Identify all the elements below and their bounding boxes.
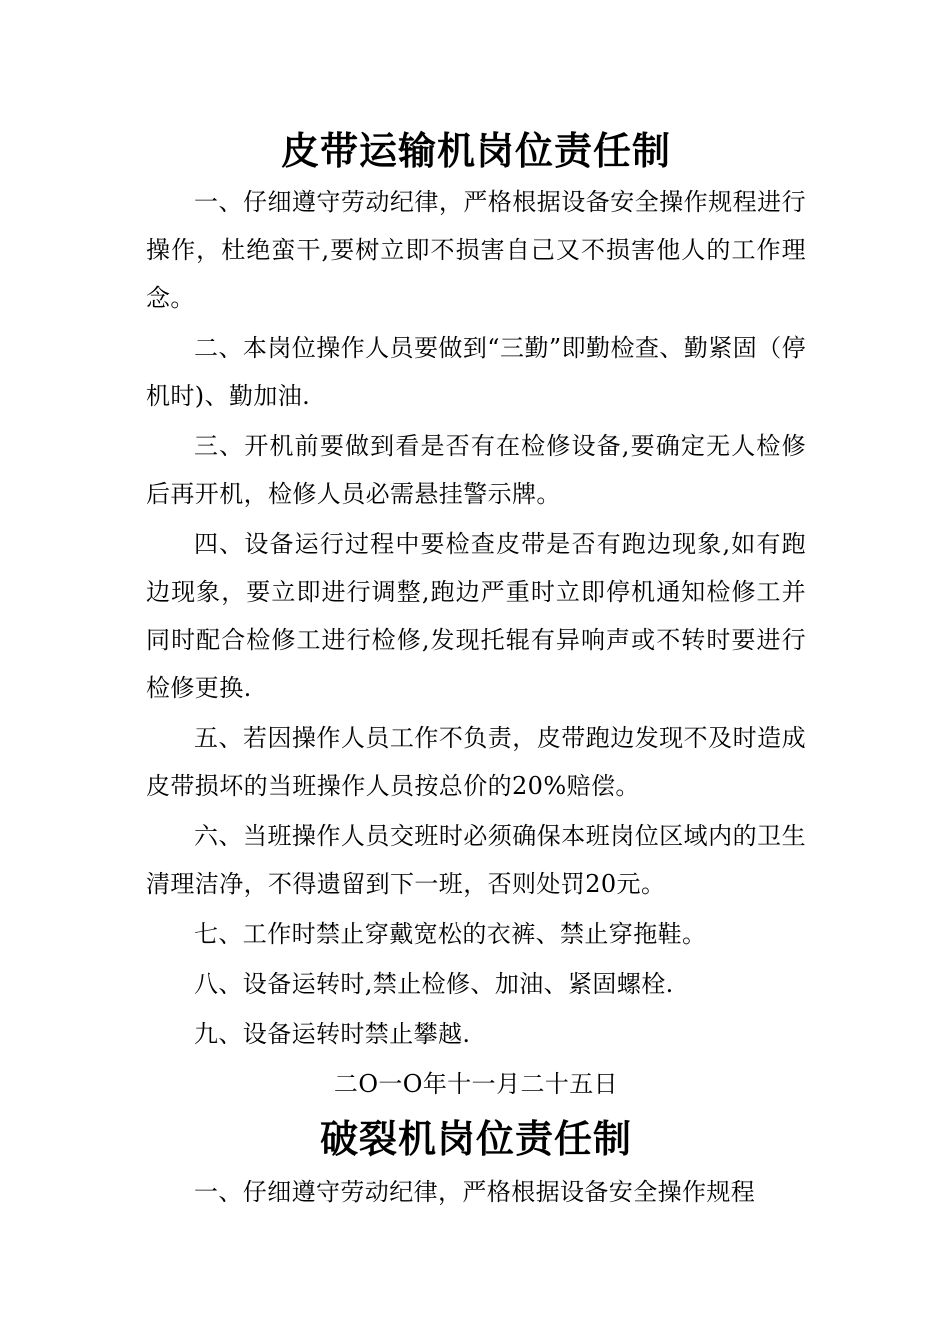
- paragraph-8: 八、设备运转时,禁止检修、加油、紧固螺栓.: [194, 970, 674, 998]
- paragraph-5: 五、若因操作人员工作不负责，皮带跑边发现不及时造成皮带损坏的当班操作人员按总价的20%赔偿。: [146, 724, 806, 800]
- section-title: 破裂机岗位责任制: [319, 1117, 632, 1161]
- paragraph-4: 四、设备运行过程中要检查皮带是否有跑边现象,如有跑边现象，要立即进行调整,跑边严重时立即停机通知检修工并同时配合检修工进行检修,发现托辊有异响声或不转时要进行检修更换.: [146, 530, 806, 702]
- section-title: 皮带运输机岗位责任制: [280, 129, 671, 173]
- section-belt-conveyor: [146, 124, 806, 1108]
- paragraph-1: 一、仔细遵守劳动纪律，严格根据设备安全操作规程进行操作，杜绝蛮干,要树立即不损害自己又不损害他人的工作理念。: [146, 188, 806, 312]
- paragraph-6: 六、当班操作人员交班时必须确保本班岗位区域内的卫生清理洁净，不得遗留到下一班，否则处罚20元。: [146, 822, 806, 898]
- paragraph-9: 九、设备运转时禁止攀越.: [194, 1020, 471, 1048]
- paragraph-3: 三、开机前要做到看是否有在检修设备,要确定无人检修后再开机，检修人员必需悬挂警示牌。: [146, 432, 806, 508]
- paragraph-7: 七、工作时禁止穿戴宽松的衣裤、禁止穿拖鞋。: [194, 920, 707, 948]
- section-crusher: [146, 1112, 806, 1216]
- document-page: [146, 124, 806, 1218]
- paragraph-1: 一、仔细遵守劳动纪律，严格根据设备安全操作规程: [194, 1178, 756, 1206]
- document-date: 二O一O年十一月二十五日: [333, 1070, 619, 1098]
- paragraph-2: 二、本岗位操作人员要做到“三勤”即勤检查、勤紧固（停机时)、勤加油.: [146, 334, 806, 410]
